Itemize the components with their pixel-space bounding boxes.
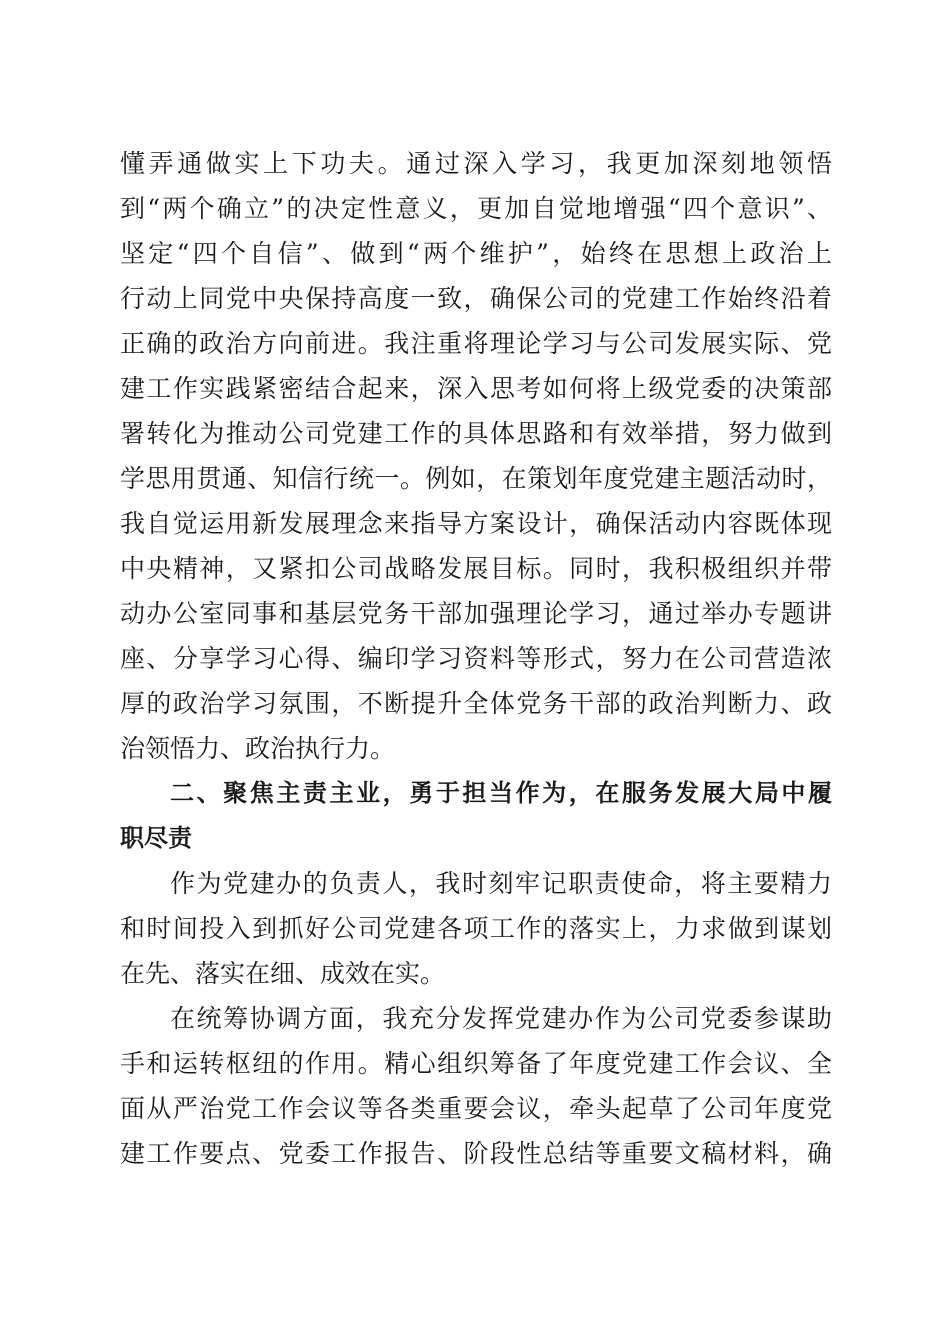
- text-line: 在统筹协调方面，我充分发挥党建办作为公司党委参谋助: [170, 1004, 832, 1033]
- paragraph-coordination: [120, 996, 832, 1176]
- text-line: 座、分享学习心得、编印学习资料等形式，努力在公司营造浓: [120, 644, 832, 673]
- paragraph-responsibility: [120, 861, 832, 996]
- text-line: 学思用贯通、知信行统一。例如，在策划年度党建主题活动时，: [120, 464, 832, 493]
- paragraph-theory-study: [120, 141, 832, 771]
- text-line: 作为党建办的负责人，我时刻牢记职责使命，将主要精力: [170, 869, 832, 898]
- document-body: [120, 141, 832, 1176]
- text-line: 坚定“四个自信”、做到“两个维护”，始终在思想上政治上: [120, 239, 832, 268]
- text-line: 建工作要点、党委工作报告、阶段性总结等重要文稿材料，确: [120, 1139, 832, 1168]
- section-heading-2: [120, 771, 832, 861]
- text-line: 懂弄通做实上下功夫。通过深入学习，我更加深刻地领悟: [120, 149, 832, 178]
- text-line: 治领悟力、政治执行力。: [120, 734, 396, 763]
- text-line: 行动上同党中央保持高度一致，确保公司的党建工作始终沿着: [120, 284, 832, 313]
- text-line: 中央精神，又紧扣公司战略发展目标。同时，我积极组织并带: [120, 554, 832, 583]
- text-line: 在先、落实在细、成效在实。: [120, 959, 446, 988]
- text-line: 厚的政治学习氛围，不断提升全体党务干部的政治判断力、政: [120, 689, 832, 718]
- text-line: 建工作实践紧密结合起来，深入思考如何将上级党委的决策部: [120, 374, 832, 403]
- text-line: 和时间投入到抓好公司党建各项工作的落实上，力求做到谋划: [120, 914, 832, 943]
- text-line: 动办公室同事和基层党务干部加强理论学习，通过举办专题讲: [120, 599, 832, 628]
- text-line: 署转化为推动公司党建工作的具体思路和有效举措，努力做到: [120, 419, 832, 448]
- text-line: 面从严治党工作会议等各类重要会议，牵头起草了公司年度党: [120, 1094, 832, 1123]
- heading-line: 二、聚焦主责主业，勇于担当作为，在服务发展大局中履: [170, 779, 832, 807]
- text-line: 到“两个确立”的决定性意义，更加自觉地增强“四个意识”、: [120, 194, 832, 223]
- text-line: 我自觉运用新发展理念来指导方案设计，确保活动内容既体现: [120, 509, 832, 538]
- text-line: 手和运转枢纽的作用。精心组织筹备了年度党建工作会议、全: [120, 1049, 832, 1078]
- text-line: 正确的政治方向前进。我注重将理论学习与公司发展实际、党: [120, 329, 832, 358]
- heading-line: 职尽责: [120, 824, 192, 852]
